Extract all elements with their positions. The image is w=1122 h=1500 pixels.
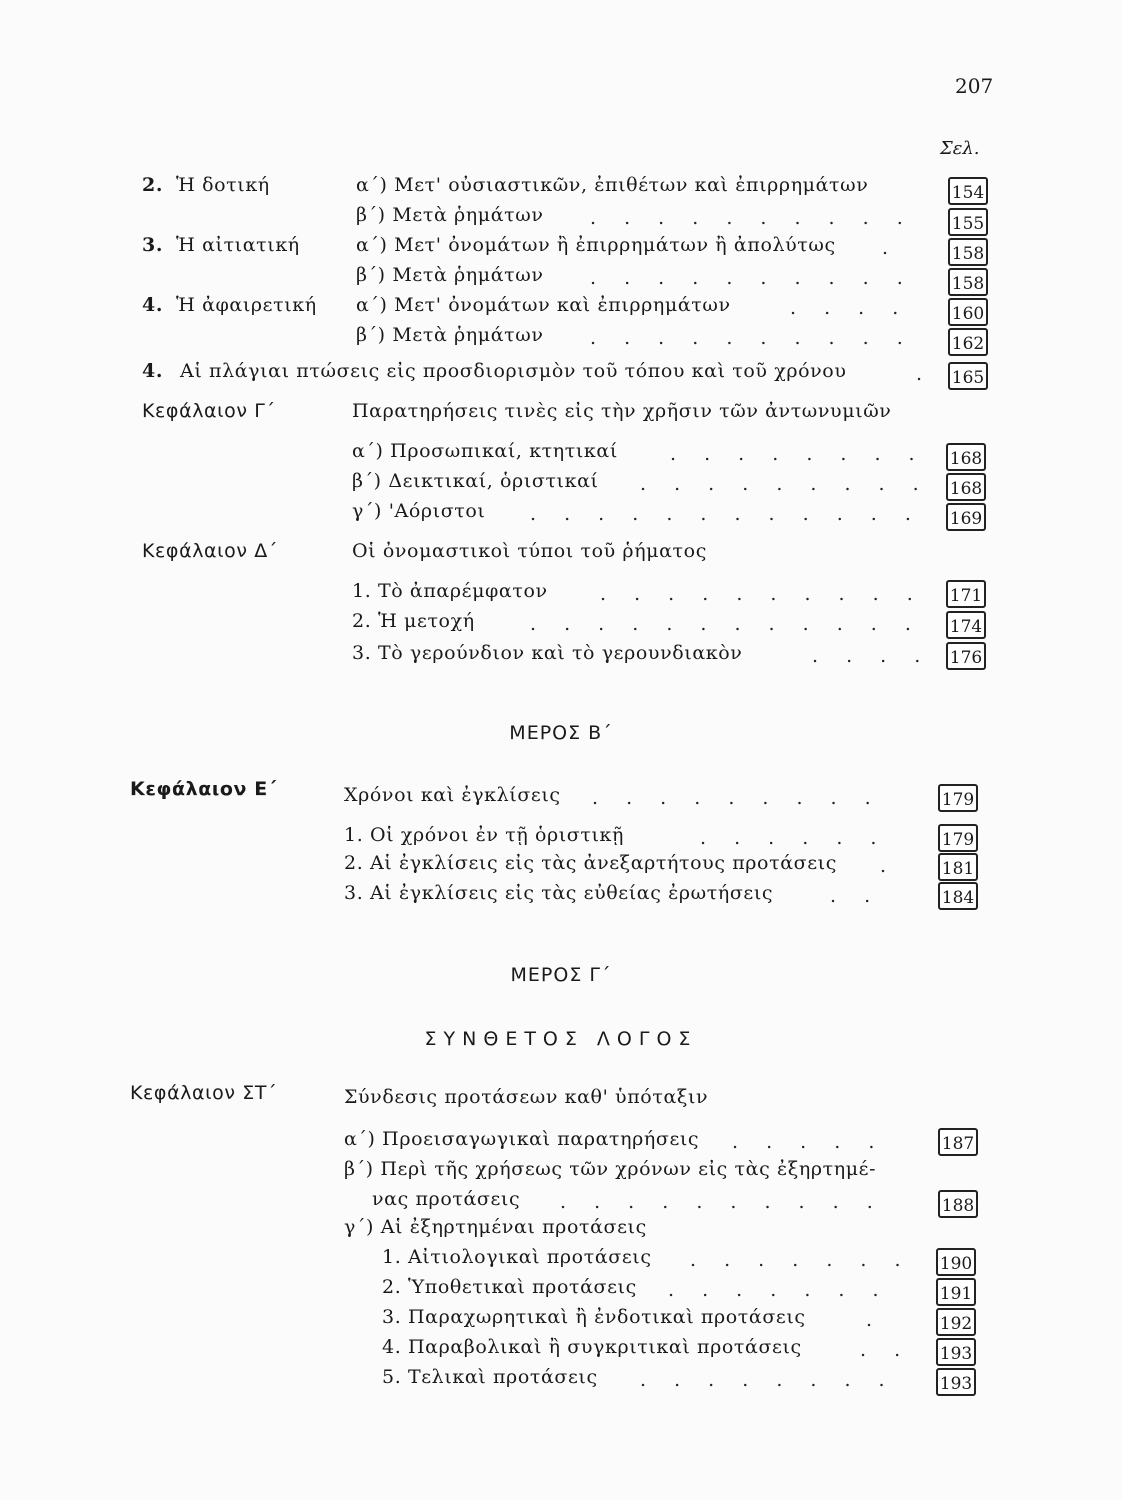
leader-dots: . . . . . . . . [670,443,926,463]
leader-dots: . . . . . . . [668,1279,890,1299]
leader-dots: . . . . . . . . . . [590,327,914,347]
leader-dots: . . . . . . . [690,1249,912,1269]
leader-dots: . . . . . . . . [640,1369,896,1389]
toc-subentry: 3. Παραχωρητικαὶ ἢ ἐνδοτικαὶ προτάσεις [382,1306,806,1328]
chapter-title: Χρόνοι καὶ ἐγκλίσεις [344,784,561,806]
page-ref-box: 179 [938,784,978,812]
page-ref-box: 192 [936,1308,976,1336]
chapter-title: Σύνδεσις προτάσεων καθ' ὑπόταξιν [344,1086,709,1108]
case-name: Ἡ δοτική [176,174,270,196]
toc-subentry: 5. Τελικαὶ προτάσεις [382,1366,598,1388]
leader-dots: . . . . . . . . . [640,473,930,493]
toc-subentry: 2. Ὑποθετικαὶ προτάσεις [382,1276,637,1298]
toc-entry: β΄) Περὶ τῆς χρήσεως τῶν χρόνων εἰς τὰς ἐξηρτημέ- [344,1158,877,1180]
toc-entry: 2. Αἱ ἐγκλίσεις εἰς τὰς ἀνεξαρτήτους προτάσεις [344,852,837,874]
page-column-label: Σελ. [940,138,980,159]
toc-entry: β΄) Δεικτικαί, ὁριστικαί [352,470,599,492]
leader-dots: . [880,855,898,875]
part-title: ΣΥΝΘΕΤΟΣ ΛΟΓΟΣ [424,1028,698,1050]
row-num: 4. [142,360,164,382]
sub-entry: β΄) Μετὰ ῥημάτων [356,324,544,346]
chapter-label: Κεφάλαιον Ε΄ [130,778,277,800]
part-heading: ΜΕΡΟΣ Β΄ [509,722,613,744]
row-num: 3. [142,234,164,256]
page-ref-box: 154 [948,177,988,205]
leader-dots: . . . . . . . . . . [600,583,924,603]
page-number: 207 [955,74,994,98]
leader-dots: . . [860,1339,912,1359]
leader-dots: . [882,237,900,257]
toc-entry: 1. Τὸ ἀπαρέμφατον [352,580,548,602]
leader-dots: . . . . . . . . . . . . [530,613,922,633]
toc-entry: 2. Ἡ μετοχή [352,610,475,632]
toc-entry: α΄) Προεισαγωγικαὶ παρατηρήσεις [344,1128,700,1150]
leader-dots: . . . . . . . . . . . . [530,503,922,523]
leader-dots: . . . . [790,297,910,317]
leader-dots: . [916,363,934,383]
sub-entry: β΄) Μετὰ ῥημάτων [356,204,544,226]
entry-text: Αἱ πλάγιαι πτώσεις εἰς προσδιορισμὸν τοῦ τόπου καὶ τοῦ χρόνου [180,360,847,382]
row-num: 4. [142,294,164,316]
leader-dots: . . . . . [732,1131,886,1151]
sub-entry: α΄) Μετ' ὀνομάτων καὶ ἐπιρρημάτων [356,294,731,316]
page-ref-box: 187 [938,1128,978,1156]
toc-entry: α΄) Προσωπικαί, κτητικαί [352,440,618,462]
chapter-label: Κεφάλαιον Δ΄ [142,540,278,562]
page-ref-box: 168 [946,473,986,501]
page-ref-box: 193 [936,1338,976,1366]
page-ref-box: 158 [948,238,988,266]
toc-entry: 1. Οἱ χρόνοι ἐν τῇ ὁριστικῇ [344,824,625,846]
chapter-label: Κεφάλαιον Γ΄ [142,400,276,422]
leader-dots: . . . . . . . . . . [590,267,914,287]
leader-dots: . [866,1309,884,1329]
case-name: Ἡ ἀφαιρετική [176,294,317,316]
case-name: Ἡ αἰτιατική [176,234,300,256]
toc-entry: 3. Τὸ γερούνδιον καὶ τὸ γερουνδιακὸν [352,642,743,664]
page-ref-box: 162 [948,328,988,356]
leader-dots: . . [830,885,882,905]
leader-dots: . . . . . . [700,827,888,847]
leader-dots: . . . . . . . . . [592,787,882,807]
leader-dots: . . . . [812,645,932,665]
page-ref-box: 191 [936,1278,976,1306]
page-ref-box: 184 [938,882,978,910]
page-ref-box: 190 [936,1248,976,1276]
page-ref-box: 188 [938,1190,978,1218]
page-ref-box: 158 [948,268,988,296]
toc-entry: γ΄) 'Αόριστοι [352,500,486,522]
chapter-label: Κεφάλαιον ΣΤ΄ [130,1082,278,1104]
page-ref-box: 174 [946,611,986,639]
sub-entry: α΄) Μετ' ὀνομάτων ἢ ἐπιρρημάτων ἢ ἀπολύτως [356,234,836,256]
part-heading: ΜΕΡΟΣ Γ΄ [510,964,612,986]
page-ref-box: 160 [948,298,988,326]
page-ref-box: 165 [948,362,988,390]
chapter-title: Οἱ ὀνομαστικοὶ τύποι τοῦ ῥήματος [352,540,707,562]
page-ref-box: 171 [946,580,986,608]
page-ref-box: 193 [936,1368,976,1396]
sub-entry: α΄) Μετ' οὐσιαστικῶν, ἐπιθέτων καὶ ἐπιρρημάτων [356,174,869,196]
leader-dots: . . . . . . . . . . [560,1191,884,1211]
page-ref-box: 179 [938,824,978,852]
sub-entry: β΄) Μετὰ ῥημάτων [356,264,544,286]
page-ref-box: 169 [946,503,986,531]
toc-entry-continued: νας προτάσεις [372,1188,521,1210]
chapter-title: Παρατηρήσεις τινὲς εἰς τὴν χρῆσιν τῶν ἀντωνυμιῶν [352,400,892,422]
toc-entry: 3. Αἱ ἐγκλίσεις εἰς τὰς εὐθείας ἐρωτήσεις [344,882,774,904]
toc-subentry: 1. Αἰτιολογικαὶ προτάσεις [382,1246,652,1268]
toc-subentry: 4. Παραβολικαὶ ἢ συγκριτικαὶ προτάσεις [382,1336,802,1358]
page-ref-box: 155 [948,208,988,236]
leader-dots: . . . . . . . . . . [590,207,914,227]
page-ref-box: 168 [946,443,986,471]
page-ref-box: 181 [938,853,978,881]
toc-entry: γ΄) Αἱ ἐξηρτημέναι προτάσεις [344,1216,647,1238]
page-ref-box: 176 [946,642,986,670]
row-num: 2. [142,174,164,196]
